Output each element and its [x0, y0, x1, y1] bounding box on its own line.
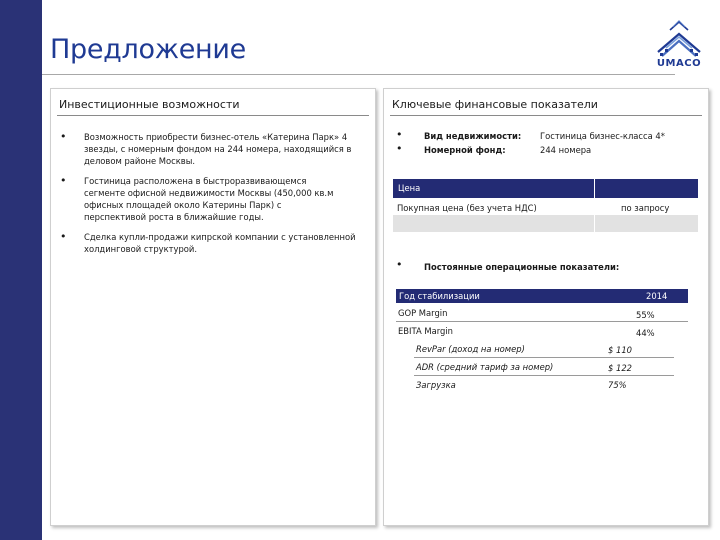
purchase-price-value: по запросу	[621, 203, 670, 213]
bullet-icon: •	[60, 174, 67, 187]
investment-item: Гостиница расположена в быстроразвивающемся сегменте офисной недвижимости Москвы (450,000 кв.м офисных площадей около Катерины Парк) с перспективой роста в ближайшие годы.	[84, 176, 334, 222]
occupancy-value: 75%	[608, 380, 627, 390]
gop-margin-value: 55%	[636, 310, 655, 320]
price-header	[393, 179, 698, 198]
property-type-label: Вид недвижимости:	[424, 131, 522, 141]
title-underline	[42, 74, 675, 75]
investment-panel	[50, 88, 376, 526]
ebita-margin-value: 44%	[636, 328, 655, 338]
logo-text: UMACO	[656, 58, 702, 69]
logo-chevron-icon	[650, 20, 708, 60]
heading-rule	[57, 115, 369, 116]
operating-heading: Постоянные операционные показатели:	[424, 262, 620, 272]
stabilization-label: Год стабилизации	[399, 291, 480, 301]
revpar-value: $ 110	[608, 345, 632, 355]
bullet-icon: •	[396, 128, 403, 141]
adr-value: $ 122	[608, 363, 632, 373]
price-header-label: Цена	[398, 183, 421, 193]
purchase-price-label: Покупная цена (без учета НДС)	[397, 203, 537, 213]
room-count-label: Номерной фонд:	[424, 145, 506, 155]
left-accent-bar	[0, 0, 42, 540]
heading-rule	[390, 115, 702, 116]
bullet-icon: •	[60, 230, 67, 243]
investment-item: Сделка купли-продажи кипрской компании с установленной холдинговой структурой.	[84, 232, 356, 254]
column-divider	[594, 215, 595, 232]
investment-item: Возможность приобрести бизнес-отель «Катерина Парк» 4 звезды, с номерным фондом на 244 номера, находящийся в деловом районе Москвы.	[84, 132, 352, 166]
row-separator	[396, 321, 688, 322]
financials-panel	[383, 88, 709, 526]
umaco-logo	[650, 20, 708, 82]
adr-label: ADR (средний тариф за номер)	[416, 362, 554, 372]
page-title: Предложение	[50, 34, 246, 65]
financials-heading: Ключевые финансовые показатели	[392, 98, 598, 111]
column-divider	[594, 179, 595, 198]
price-spacer-row	[393, 215, 698, 232]
stabilization-row	[396, 289, 688, 303]
row-separator	[414, 357, 674, 358]
ebita-margin-label: EBITA Margin	[398, 326, 453, 336]
revpar-label: RevPar (доход на номер)	[416, 344, 525, 354]
row-separator	[414, 375, 674, 376]
investment-heading: Инвестиционные возможности	[59, 98, 240, 111]
bullet-icon: •	[396, 258, 403, 271]
stabilization-value: 2014	[646, 291, 668, 301]
gop-margin-label: GOP Margin	[398, 308, 448, 318]
property-type-value: Гостиница бизнес-класса 4*	[540, 131, 665, 141]
bullet-icon: •	[60, 130, 67, 143]
room-count-value: 244 номера	[540, 145, 592, 155]
occupancy-label: Загрузка	[416, 380, 456, 390]
bullet-icon: •	[396, 142, 403, 155]
